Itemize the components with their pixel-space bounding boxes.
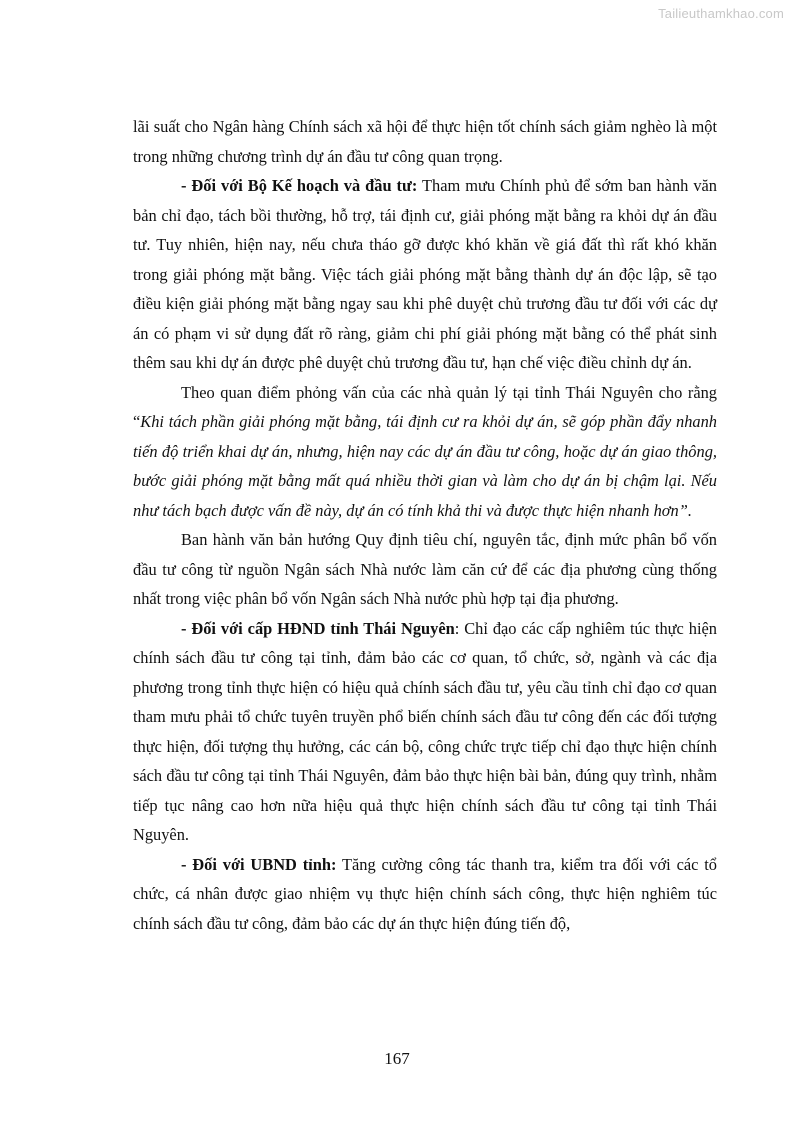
- paragraph-6-heading: - Đối với UBND tỉnh:: [181, 854, 337, 874]
- paragraph-3-quote: Khi tách phần giải phóng mặt bằng, tái định cư ra khỏi dự án, sẽ góp phần đẩy nhanh tiến độ triển khai dự án, nhưng, hiện nay các dự án đầu tư công, hoặc dự án giao thông, bước giải phóng mặt bằng mất quá nhiều thời gian và làm cho dự án bị chậm lại. Nếu như tách bạch được vấn đề này, dự án có tính khả thi và được thực hiện nhanh hơn”.: [133, 412, 717, 520]
- paragraph-6-text: Tăng cường công tác thanh tra, kiểm tra đối với các tổ chức, cá nhân được giao nhiệm vụ thực hiện chính sách công, thực hiện nghiêm túc chính sách đầu tư công, đảm bảo các dự án thực hiện đúng tiến độ,: [133, 854, 717, 933]
- paragraph-2-text: Tham mưu Chính phủ để sớm ban hành văn bản chỉ đạo, tách bồi thường, hỗ trợ, tái định cư, giải phóng mặt bằng ra khỏi dự án đầu tư. Tuy nhiên, hiện nay, nếu chưa tháo gỡ được khó khăn về giá đất thì rất khó khăn trong giải phóng mặt bằng. Việc tách giải phóng mặt bằng thành dự án độc lập, sẽ tạo điều kiện giải phóng mặt bằng ngay sau khi phê duyệt chủ trương đầu tư đối với các dự án có phạm vi sử dụng đất rõ ràng, giảm chi phí giải phóng mặt bằng có thể phát sinh thêm sau khi dự án được phê duyệt chủ trương đầu tư, hạn chế việc điều chỉnh dự án.: [133, 176, 717, 372]
- paragraph-6: [133, 850, 717, 939]
- paragraph-1-text: lãi suất cho Ngân hàng Chính sách xã hội để thực hiện tốt chính sách giảm nghèo là một trong những chương trình dự án đầu tư công quan trọng.: [133, 117, 717, 166]
- paragraph-5-text: : Chỉ đạo các cấp nghiêm túc thực hiện chính sách đầu tư công tại tỉnh, đảm bảo các cơ quan, tổ chức, sở, ngành và các địa phương trong tỉnh thực hiện có hiệu quả chính sách đầu tư, yêu cầu tỉnh chỉ đạo cơ quan tham mưu phải tổ chức tuyên truyền phổ biến chính sách đầu tư công đến các đối tượng thực hiện, đối tượng thụ hưởng, các cán bộ, công chức trực tiếp chỉ đạo thực hiện chính sách đầu tư công tại tỉnh Thái Nguyên, đảm bảo thực hiện bài bản, đúng quy trình, nhằm tiếp tục nâng cao hơn nữa hiệu quả thực hiện chính sách đầu tư công tại tỉnh Thái Nguyên.: [133, 618, 717, 844]
- paragraph-5-heading: - Đối với cấp HĐND tỉnh Thái Nguyên: [181, 618, 455, 638]
- paragraph-1: [133, 112, 717, 171]
- paragraph-3: [133, 378, 717, 526]
- paragraph-4: [133, 525, 717, 614]
- paragraph-3-text: Theo quan điểm phỏng vấn của các nhà quản lý tại tỉnh Thái Nguyên cho rằng “: [133, 382, 717, 431]
- page-number: 167: [384, 1049, 410, 1068]
- paragraph-4-text: Ban hành văn bản hướng Quy định tiêu chí, nguyên tắc, định mức phân bổ vốn đầu tư công từ nguồn Ngân sách Nhà nước làm căn cứ để các địa phương cùng thống nhất trong việc phân bổ vốn Ngân sách Nhà nước phù hợp tại địa phương.: [133, 530, 717, 608]
- watermark-text: Tailieuthamkhao.com: [658, 6, 784, 21]
- document-body: [133, 112, 717, 938]
- paragraph-5: [133, 614, 717, 850]
- paragraph-2-heading: - Đối với Bộ Kế hoạch và đầu tư:: [181, 176, 418, 195]
- paragraph-2: [133, 171, 717, 378]
